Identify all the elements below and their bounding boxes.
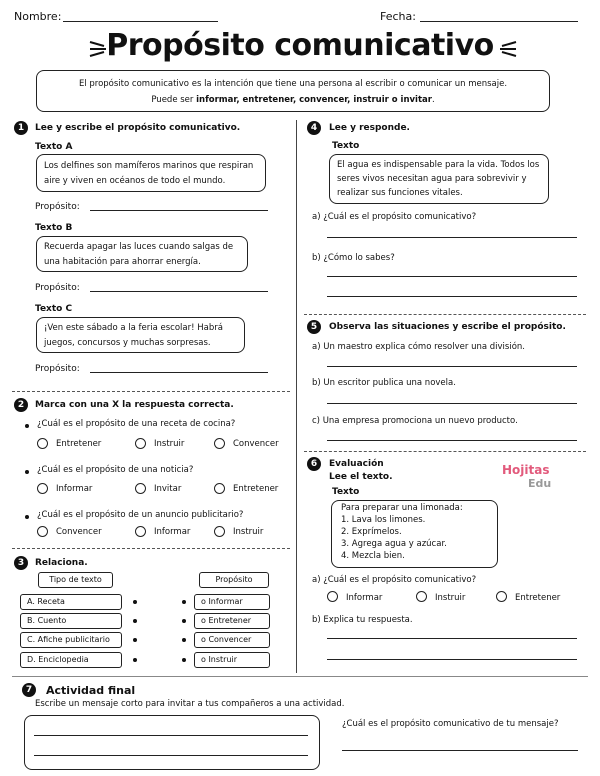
q3-option-2-label: Informar	[154, 527, 191, 537]
s6-option-2-label: Instruir	[435, 593, 466, 603]
section-7-number: 7	[22, 683, 36, 697]
section-1-heading: Lee y escribe el propósito comunicativo.	[35, 123, 241, 133]
brand-logo-line-1: Hojitas	[502, 463, 550, 477]
recipe-line: 4. Mezcla bien.	[341, 551, 405, 561]
match-left-item: B. Cuento	[20, 613, 122, 629]
section-2-heading: Marca con una X la respuesta correcta.	[35, 400, 234, 410]
text-a-label: Texto A	[35, 142, 73, 152]
section-5-heading: Observa las situaciones y escribe el propósito.	[329, 322, 566, 332]
text-c-line-1: ¡Ven este sábado a la feria escolar! Habrá	[44, 323, 223, 333]
recipe-line: 1. Lava los limones.	[341, 515, 426, 525]
section-4-number: 4	[307, 121, 321, 135]
separator-2	[12, 548, 290, 549]
question-bullet	[25, 515, 29, 519]
question-bullet	[25, 424, 29, 428]
section-6-answer-b-line-2[interactable]	[327, 659, 577, 660]
separator-7	[12, 676, 588, 677]
section-4-line-2: seres vivos necesitan agua para sobrevivir y	[337, 174, 527, 184]
separator-1	[12, 391, 290, 392]
match-left-item: A. Receta	[20, 594, 122, 610]
q1-option-2-label: Instruir	[154, 439, 185, 449]
question-2-text: ¿Cuál es el propósito de una noticia?	[37, 465, 194, 475]
text-a-answer-line[interactable]	[90, 210, 268, 211]
q1-option-1-label: Entretener	[56, 439, 102, 449]
text-a-answer-label: Propósito:	[35, 202, 80, 212]
section-6-text-label: Texto	[332, 487, 360, 497]
section-2-number: 2	[14, 398, 28, 412]
section-7-instructions: Escribe un mensaje corto para invitar a tus compañeros a una actividad.	[35, 699, 345, 709]
title-right-deco-icon	[494, 36, 518, 60]
q2-option-2-label: Invitar	[154, 484, 182, 494]
name-field[interactable]	[63, 21, 218, 22]
section-7-question: ¿Cuál es el propósito comunicativo de tu mensaje?	[342, 719, 559, 729]
section-6-question-b: b) Explica tu respuesta.	[312, 615, 413, 625]
intro-line-2: Puede ser informar, entretener, convencer, instruir o invitar.	[151, 95, 435, 105]
section-7-answer-line[interactable]	[342, 750, 578, 751]
q1-option-3-radio[interactable]	[214, 438, 225, 449]
section-4-question-b: b) ¿Cómo lo sabes?	[312, 253, 395, 263]
recipe-line: 2. Exprímelos.	[341, 527, 402, 537]
match-left-dot[interactable]	[133, 638, 137, 642]
q2-option-3-radio[interactable]	[214, 483, 225, 494]
s6-option-3-radio[interactable]	[496, 591, 507, 602]
q3-option-1-radio[interactable]	[37, 526, 48, 537]
date-field[interactable]	[420, 21, 578, 22]
s6-option-3-label: Entretener	[515, 593, 561, 603]
text-b-line-1: Recuerda apagar las luces cuando salgas de	[44, 242, 234, 252]
text-b-line-2: una habitación para ahorrar energía.	[44, 257, 201, 267]
page-title: Propósito comunicativo	[106, 28, 494, 63]
section-6-subheading: Lee el texto.	[329, 472, 393, 482]
section-5-number: 5	[307, 320, 321, 334]
question-bullet	[25, 470, 29, 474]
section-4-answer-b-line-2[interactable]	[327, 296, 577, 297]
s6-option-1-radio[interactable]	[327, 591, 338, 602]
q2-option-2-radio[interactable]	[135, 483, 146, 494]
q1-option-1-radio[interactable]	[37, 438, 48, 449]
separator-5	[304, 451, 586, 452]
section-6-answer-b-line-1[interactable]	[327, 638, 577, 639]
name-label: Nombre:	[14, 10, 62, 23]
section-3-heading: Relaciona.	[35, 558, 88, 568]
recipe-line: 3. Agrega agua y azúcar.	[341, 539, 447, 549]
section-4-heading: Lee y responde.	[329, 123, 410, 133]
recipe-line: Para preparar una limonada:	[341, 503, 463, 513]
q1-option-2-radio[interactable]	[135, 438, 146, 449]
message-line-1[interactable]	[34, 735, 308, 736]
intro-line-1: El propósito comunicativo es la intención que tiene una persona al escribir o comunicar un mensaje.	[78, 79, 508, 89]
section-3-number: 3	[14, 556, 28, 570]
section-6-heading: Evaluación	[329, 459, 384, 469]
text-b-answer-label: Propósito:	[35, 283, 80, 293]
q3-option-1-label: Convencer	[56, 527, 102, 537]
match-left-item: D. Enciclopedia	[20, 652, 122, 668]
right-column-header: Propósito	[199, 572, 269, 588]
text-c-answer-label: Propósito:	[35, 364, 80, 374]
match-left-dot[interactable]	[133, 619, 137, 623]
date-label: Fecha:	[380, 10, 416, 23]
match-right-dot[interactable]	[182, 600, 186, 604]
q2-option-1-radio[interactable]	[37, 483, 48, 494]
left-column-header: Tipo de texto	[38, 572, 113, 588]
match-right-item: o Convencer	[194, 632, 270, 648]
brand-logo-line-2: Edu	[528, 477, 552, 490]
match-left-dot[interactable]	[133, 658, 137, 662]
s6-option-2-radio[interactable]	[416, 591, 427, 602]
intro-box	[36, 70, 550, 112]
section-5-answer-a-line[interactable]	[327, 366, 577, 367]
section-5-answer-c-line[interactable]	[327, 440, 577, 441]
column-divider	[296, 120, 297, 673]
text-c-answer-line[interactable]	[90, 372, 268, 373]
text-b-label: Texto B	[35, 223, 73, 233]
question-1-text: ¿Cuál es el propósito de una receta de cocina?	[37, 419, 236, 429]
match-left-item: C. Afiche publicitario	[20, 632, 122, 648]
section-5-answer-b-line[interactable]	[327, 403, 577, 404]
match-right-item: o Instruir	[194, 652, 270, 668]
separator-4	[304, 314, 586, 315]
message-box[interactable]	[24, 715, 320, 770]
message-line-2[interactable]	[34, 755, 308, 756]
match-right-item: o Informar	[194, 594, 270, 610]
section-4-answer-b-line-1[interactable]	[327, 276, 577, 277]
section-5-item-a: a) Un maestro explica cómo resolver una división.	[312, 342, 525, 352]
section-4-question-a: a) ¿Cuál es el propósito comunicativo?	[312, 212, 477, 222]
question-3-text: ¿Cuál es el propósito de un anuncio publicitario?	[37, 510, 244, 520]
match-right-dot[interactable]	[182, 658, 186, 662]
section-1-number: 1	[14, 121, 28, 135]
text-b-answer-line[interactable]	[90, 291, 268, 292]
section-4-line-3: realizar sus funciones vitales.	[337, 188, 463, 198]
text-c-label: Texto C	[35, 304, 73, 314]
text-c-line-2: juegos, concursos y muchas sorpresas.	[44, 338, 211, 348]
section-5-item-b: b) Un escritor publica una novela.	[312, 378, 456, 388]
match-right-item: o Entretener	[194, 613, 270, 629]
section-5-item-c: c) Una empresa promociona un nuevo producto.	[312, 416, 518, 426]
text-a-line-1: Los delfines son mamíferos marinos que respiran	[44, 161, 254, 171]
match-right-dot[interactable]	[182, 638, 186, 642]
match-left-dot[interactable]	[133, 600, 137, 604]
section-7-heading: Actividad final	[46, 684, 136, 697]
section-4-text-label: Texto	[332, 141, 360, 151]
section-4-answer-a-line[interactable]	[327, 237, 577, 238]
q3-option-3-radio[interactable]	[214, 526, 225, 537]
q3-option-2-radio[interactable]	[135, 526, 146, 537]
match-right-dot[interactable]	[182, 619, 186, 623]
q2-option-3-label: Entretener	[233, 484, 279, 494]
section-4-line-1: El agua es indispensable para la vida. Todos los	[337, 160, 540, 170]
q2-option-1-label: Informar	[56, 484, 93, 494]
text-a-line-2: aire y viven en océanos de todo el mundo.	[44, 176, 226, 186]
q3-option-3-label: Instruir	[233, 527, 264, 537]
section-6-question-a: a) ¿Cuál es el propósito comunicativo?	[312, 575, 477, 585]
q1-option-3-label: Convencer	[233, 439, 279, 449]
section-6-number: 6	[307, 457, 321, 471]
s6-option-1-label: Informar	[346, 593, 383, 603]
